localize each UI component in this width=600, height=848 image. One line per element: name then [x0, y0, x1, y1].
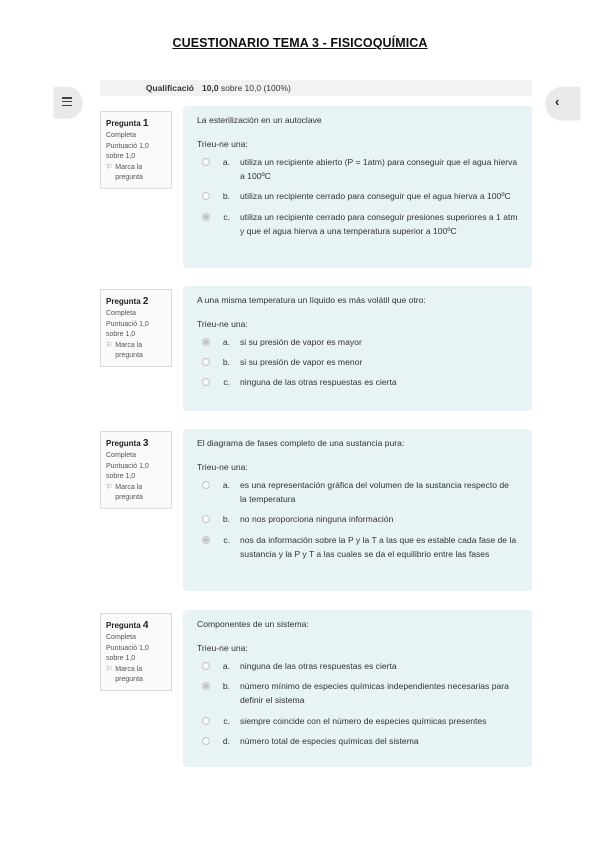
flag-icon: ⚐ [106, 341, 113, 349]
question-status: Completa [106, 132, 136, 139]
collapse-button[interactable] [546, 87, 580, 119]
question-number: Pregunta 1 [106, 118, 149, 129]
answer-text: nos da información sobre la P y la T a las que es estable cada fase de la sustancia y la P y T a las cuales se da el equilibrio entre las fases [240, 534, 517, 559]
question-number: Pregunta 4 [106, 620, 149, 631]
answer-letter: c. [223, 715, 230, 726]
question-status: Completa [106, 634, 136, 641]
radio-button-selected[interactable] [202, 536, 210, 544]
question-text: La esterilización en un autoclave [197, 115, 322, 125]
answer-text: ninguna de las otras respuestas es cierta [240, 661, 397, 671]
answer-option[interactable] [202, 355, 518, 369]
answer-letter: a. [222, 480, 230, 490]
flag-label: Marca la pregunta [115, 163, 143, 181]
document-title: CUESTIONARIO TEMA 3 - FISICOQUÍMICA [172, 36, 428, 50]
question-status: Completa [106, 310, 136, 317]
answer-letter: d. [222, 735, 230, 746]
radio-button[interactable] [202, 192, 210, 200]
answer-prompt: Trieu-ne una: [197, 462, 248, 472]
radio-button[interactable] [202, 378, 210, 386]
radio-button[interactable] [202, 717, 210, 725]
radio-button[interactable] [202, 358, 210, 366]
radio-button-selected[interactable] [202, 338, 210, 346]
answer-option[interactable] [202, 189, 518, 203]
answer-option[interactable] [202, 478, 518, 506]
answer-letter: b. [222, 357, 230, 368]
question-score: Puntuació 1,0 sobre 1,0 [106, 320, 149, 338]
question-info-3 [100, 431, 172, 509]
flag-icon: ⚐ [106, 163, 113, 171]
radio-button[interactable] [202, 737, 210, 745]
answer-text: número total de especies químicas del sistema [240, 735, 419, 746]
answer-option[interactable] [202, 714, 518, 728]
radio-button-selected[interactable] [202, 682, 210, 690]
answer-text: si su presión de vapor es mayor [240, 337, 362, 347]
drawer-toggle-button[interactable] [54, 87, 82, 117]
answer-prompt: Trieu-ne una: [197, 319, 248, 329]
answer-letter: c. [223, 211, 230, 222]
question-text: A una misma temperatura un líquido es más volátil que otro: [197, 295, 426, 305]
answer-text: utiliza un recipiente cerrado para conseguir que el agua hierva a 100ºC [240, 191, 511, 202]
flag-label: Marca la pregunta [115, 341, 143, 359]
grade-summary [100, 80, 532, 96]
question-content-3 [183, 429, 532, 591]
question-content-4 [183, 610, 532, 767]
flag-label: Marca la pregunta [115, 665, 143, 683]
grade-label: Qualificació [145, 83, 194, 93]
radio-button[interactable] [202, 662, 210, 670]
answer-option[interactable] [202, 734, 518, 748]
question-text: Componentes de un sistema: [197, 619, 309, 629]
answer-text: número mínimo de especies químicas independientes necesarias para definir el sistema [240, 681, 509, 706]
answer-letter: b. [222, 191, 230, 202]
question-status: Completa [106, 452, 136, 459]
answer-text: siempre coincide con el número de especies químicas presentes [240, 715, 487, 726]
answer-text: utiliza un recipiente cerrado para conseguir presiones superiores a 1 atm y que el agua hierva a una temperatura superior a 100ºC [240, 211, 518, 236]
flag-question-link[interactable] [106, 163, 166, 184]
answer-option[interactable] [202, 335, 518, 349]
answer-option[interactable] [202, 679, 518, 707]
answer-letter: a. [222, 661, 230, 671]
answer-text: si su presión de vapor es menor [240, 357, 363, 368]
question-content-2 [183, 286, 532, 411]
flag-question-link[interactable] [106, 341, 166, 362]
answer-letter: a. [222, 337, 230, 347]
flag-icon: ⚐ [106, 665, 113, 673]
answer-letter: a. [222, 157, 230, 167]
question-number: Pregunta 2 [106, 296, 149, 307]
question-score: Puntuació 1,0 sobre 1,0 [106, 644, 149, 662]
question-number: Pregunta 3 [106, 438, 149, 449]
answer-option[interactable] [202, 375, 518, 389]
answer-text: no nos proporciona ninguna información [240, 514, 394, 525]
flag-question-link[interactable] [106, 483, 166, 504]
radio-button[interactable] [202, 515, 210, 523]
answer-letter: c. [223, 377, 230, 388]
answer-prompt: Trieu-ne una: [197, 643, 248, 653]
answer-prompt: Trieu-ne una: [197, 139, 248, 149]
grade-score: 10,0 [202, 83, 219, 93]
question-score: Puntuació 1,0 sobre 1,0 [106, 142, 149, 160]
radio-button[interactable] [202, 481, 210, 489]
flag-question-link[interactable] [106, 665, 166, 686]
flag-icon: ⚐ [106, 483, 113, 491]
chevron-left-icon: ‹ [555, 94, 560, 109]
hamburger-menu-icon [62, 97, 72, 108]
answer-text: utiliza un recipiente abierto (P = 1atm) para conseguir que el agua hierva a 100ºC [240, 157, 518, 182]
radio-button-selected[interactable] [202, 213, 210, 221]
question-content-1 [183, 106, 532, 268]
answer-letter: c. [223, 534, 230, 545]
answer-letter: b. [222, 681, 230, 692]
answer-option[interactable] [202, 155, 518, 183]
answer-option[interactable] [202, 659, 518, 673]
grade-value [202, 83, 291, 93]
question-text: El diagrama de fases completo de una sustancia pura: [197, 438, 405, 448]
answer-text: ninguna de las otras respuestas es cierta [240, 377, 397, 388]
radio-button[interactable] [202, 158, 210, 166]
grade-score-detail: sobre 10,0 (100%) [218, 83, 291, 93]
question-score: Puntuació 1,0 sobre 1,0 [106, 462, 149, 480]
answer-option[interactable] [202, 512, 518, 526]
flag-label: Marca la pregunta [115, 483, 143, 501]
answer-option[interactable] [202, 210, 518, 238]
answer-option[interactable] [202, 533, 518, 561]
question-info-1 [100, 111, 172, 189]
question-info-4 [100, 613, 172, 691]
answer-text: es una representación gráfica del volumen de la sustancia respecto de la temperatura [240, 480, 509, 505]
question-info-2 [100, 289, 172, 367]
answer-letter: b. [222, 514, 230, 525]
